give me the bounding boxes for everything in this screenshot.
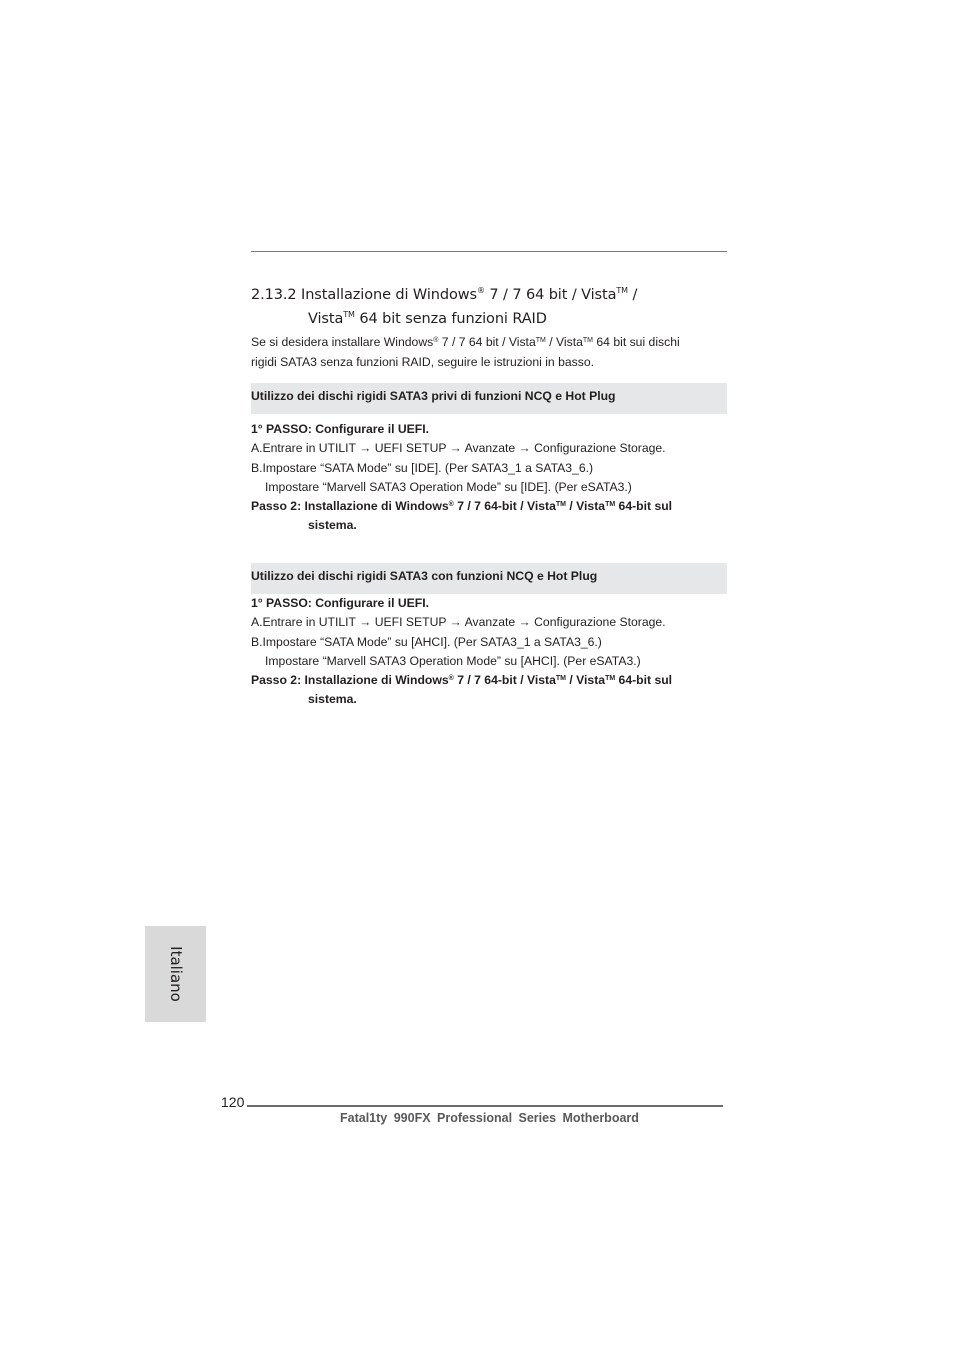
language-side-tab-label: Italiano [166,946,185,1002]
footer-rule [247,1105,723,1107]
section2-step2: Passo 2: Installazione di Windows® 7 / 7 64-bit / Vista™ / Vista™ 64-bit sul [251,673,673,687]
section2-step1: 1° PASSO: Configurare il UEFI. [251,596,430,610]
section2-item-a: A.Entrare in UTILIT → UEFI SETUP → Avanzate → Configurazione Storage. [251,615,666,629]
page-number: 120 [221,1094,245,1110]
section1-band: Utilizzo dei dischi rigidi SATA3 privi di funzioni NCQ e Hot Plug [251,383,727,414]
intro-line1: Se si desidera installare Windows® 7 / 7 64 bit / Vista™ / Vista™ 64 bit sui dischi [251,335,680,349]
section1-step2-line2: sistema. [308,518,357,532]
intro-line2: rigidi SATA3 senza funzioni RAID, seguire le istruzioni in basso. [251,355,594,369]
section1-step2: Passo 2: Installazione di Windows® 7 / 7 64-bit / Vista™ / Vista™ 64-bit sul [251,499,673,513]
section-heading-line2: Vista™ 64 bit senza funzioni RAID [308,310,547,327]
section1-item-a: A.Entrare in UTILIT → UEFI SETUP → Avanzate → Configurazione Storage. [251,441,666,455]
section2-step2-line2: sistema. [308,692,357,706]
section1-step1: 1° PASSO: Configurare il UEFI. [251,422,430,436]
section1-item-b: B.Impostare “SATA Mode” su [IDE]. (Per SATA3_1 a SATA3_6.) [251,461,594,475]
section1-item-b2: Impostare “Marvell SATA3 Operation Mode” su [IDE]. (Per eSATA3.) [265,480,632,494]
section2-band: Utilizzo dei dischi rigidi SATA3 con funzioni NCQ e Hot Plug [251,563,727,594]
section2-item-b: B.Impostare “SATA Mode” su [AHCI]. (Per SATA3_1 a SATA3_6.) [251,635,602,649]
section2-item-b2: Impostare “Marvell SATA3 Operation Mode” su [AHCI]. (Per eSATA3.) [265,654,641,668]
section-heading: 2.13.2 Installazione di Windows® 7 / 7 64 bit / Vista™ / [251,286,638,303]
language-side-tab [145,926,206,1022]
top-rule [251,251,727,252]
footer-title: Fatal1ty 990FX Professional Series Motherboard [340,1111,639,1125]
